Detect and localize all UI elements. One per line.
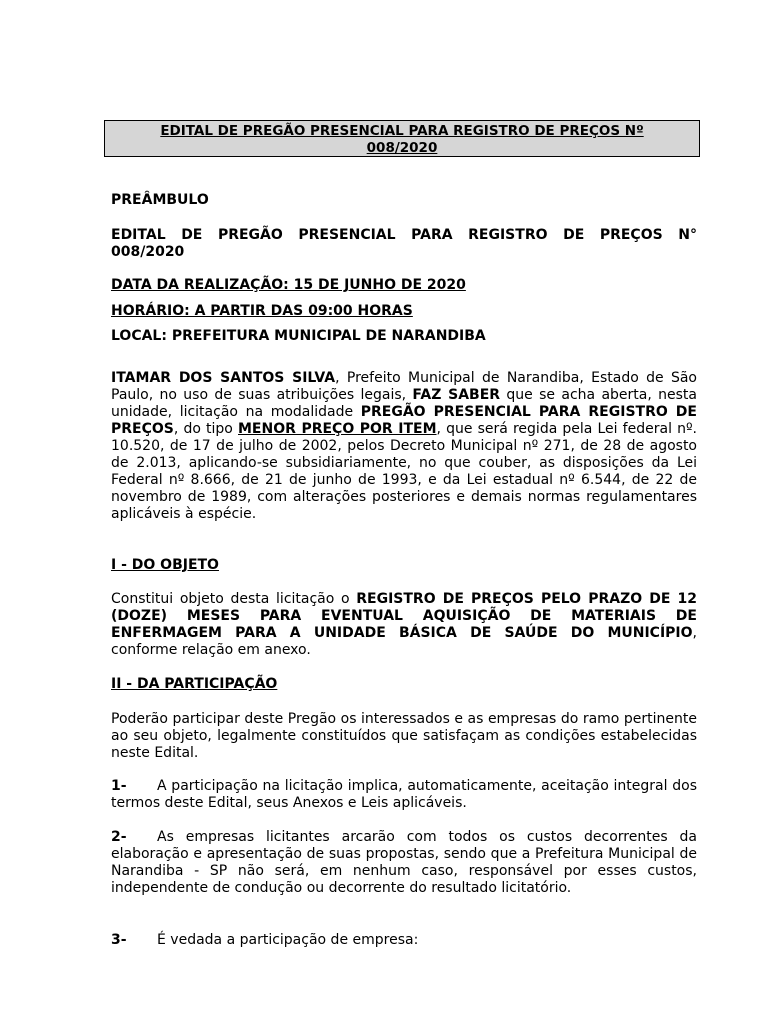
participacao-intro: Poderão participar deste Pregão os interessados e as empresas do ramo pertinente ao seu objeto, legalmente constituídos que satisfaçam as condições estabelecidas neste Edital. xyxy=(111,711,697,761)
intro-text-1: , Prefeito Municipal de Narandiba, Estado de São Paulo, no uso de suas atribuições legais, xyxy=(111,370,697,403)
local: LOCAL: PREFEITURA MUNICIPAL DE NARANDIBA xyxy=(111,328,486,344)
item-number: 2- xyxy=(111,829,127,845)
horario: HORÁRIO: A PARTIR DAS 09:00 HORAS xyxy=(111,303,413,319)
objeto-text-1: Constitui objeto desta licitação o xyxy=(111,591,357,607)
document-title-box xyxy=(104,120,700,157)
document-title-line1: EDITAL DE PREGÃO PRESENCIAL PARA REGISTRO DE PREÇOS Nº xyxy=(160,123,644,139)
item-text: É vedada a participação de empresa: xyxy=(157,932,419,948)
preambulo-edital-line1: EDITAL DE PREGÃO PRESENCIAL PARA REGISTRO DE PREÇOS N° xyxy=(111,227,697,243)
modalidade: PREGÃO PRESENCIAL PARA REGISTRO DE PREÇOS xyxy=(111,404,697,437)
item-number: 3- xyxy=(111,932,127,948)
participacao-item-3 xyxy=(111,932,697,949)
intro-text-2: que se acha aberta, nesta unidade, licitação na modalidade xyxy=(111,387,698,420)
objeto-bold: REGISTRO DE PREÇOS PELO PRAZO DE 12 (DOZE) MESES PARA EVENTUAL AQUISIÇÃO DE MATERIAIS DE ENFERMAGEM PARA A UNIDADE BÁSICA DE SAÚDE DO MUNICÍPIO xyxy=(111,591,697,641)
preambulo-heading: PREÂMBULO xyxy=(111,192,209,208)
preambulo-edital-line2: 008/2020 xyxy=(111,244,185,260)
faz-saber: FAZ SABER xyxy=(412,387,501,403)
participacao-item-2 xyxy=(111,829,697,897)
item-text: A participação na licitação implica, automaticamente, aceitação integral dos termos deste Edital, seus Anexos e Leis aplicáveis. xyxy=(111,778,697,811)
intro-text-4: , que será regida pela Lei federal nº. 10.520, de 17 de julho de 2002, pelos Decreto Municipal nº 271, de 28 de agosto de 2.013, aplicando-se subsidiariamente, no que couber, as disposições da Lei Federal nº 8.666, de 21 de junho de 1993, e da Lei estadual nº 6.544, de 22 de novembro de 1989, com alterações posteriores e demais normas regulamentares aplicáveis à espécie. xyxy=(111,421,698,522)
participacao-heading: II - DA PARTICIPAÇÃO xyxy=(111,676,278,692)
tipo: MENOR PREÇO POR ITEM xyxy=(238,421,437,437)
prefeito-name: ITAMAR DOS SANTOS SILVA xyxy=(111,370,336,386)
intro-text-3: , do tipo xyxy=(173,421,238,437)
document-title-line2: 008/2020 xyxy=(366,140,438,156)
objeto-text-2: , conforme relação em anexo. xyxy=(111,625,697,658)
objeto-paragraph xyxy=(111,591,697,659)
intro-paragraph xyxy=(111,370,697,523)
data-realizacao: DATA DA REALIZAÇÃO: 15 DE JUNHO DE 2020 xyxy=(111,277,466,293)
participacao-item-1 xyxy=(111,778,697,812)
objeto-heading: I - DO OBJETO xyxy=(111,557,219,573)
item-text: As empresas licitantes arcarão com todos os custos decorrentes da elaboração e apresentação de suas propostas, sendo que a Prefeitura Municipal de Narandiba - SP não será, em nenhum caso, responsável por esses custos, independente de condução ou decorrente do resultado licitatório. xyxy=(111,829,697,896)
item-number: 1- xyxy=(111,778,127,794)
